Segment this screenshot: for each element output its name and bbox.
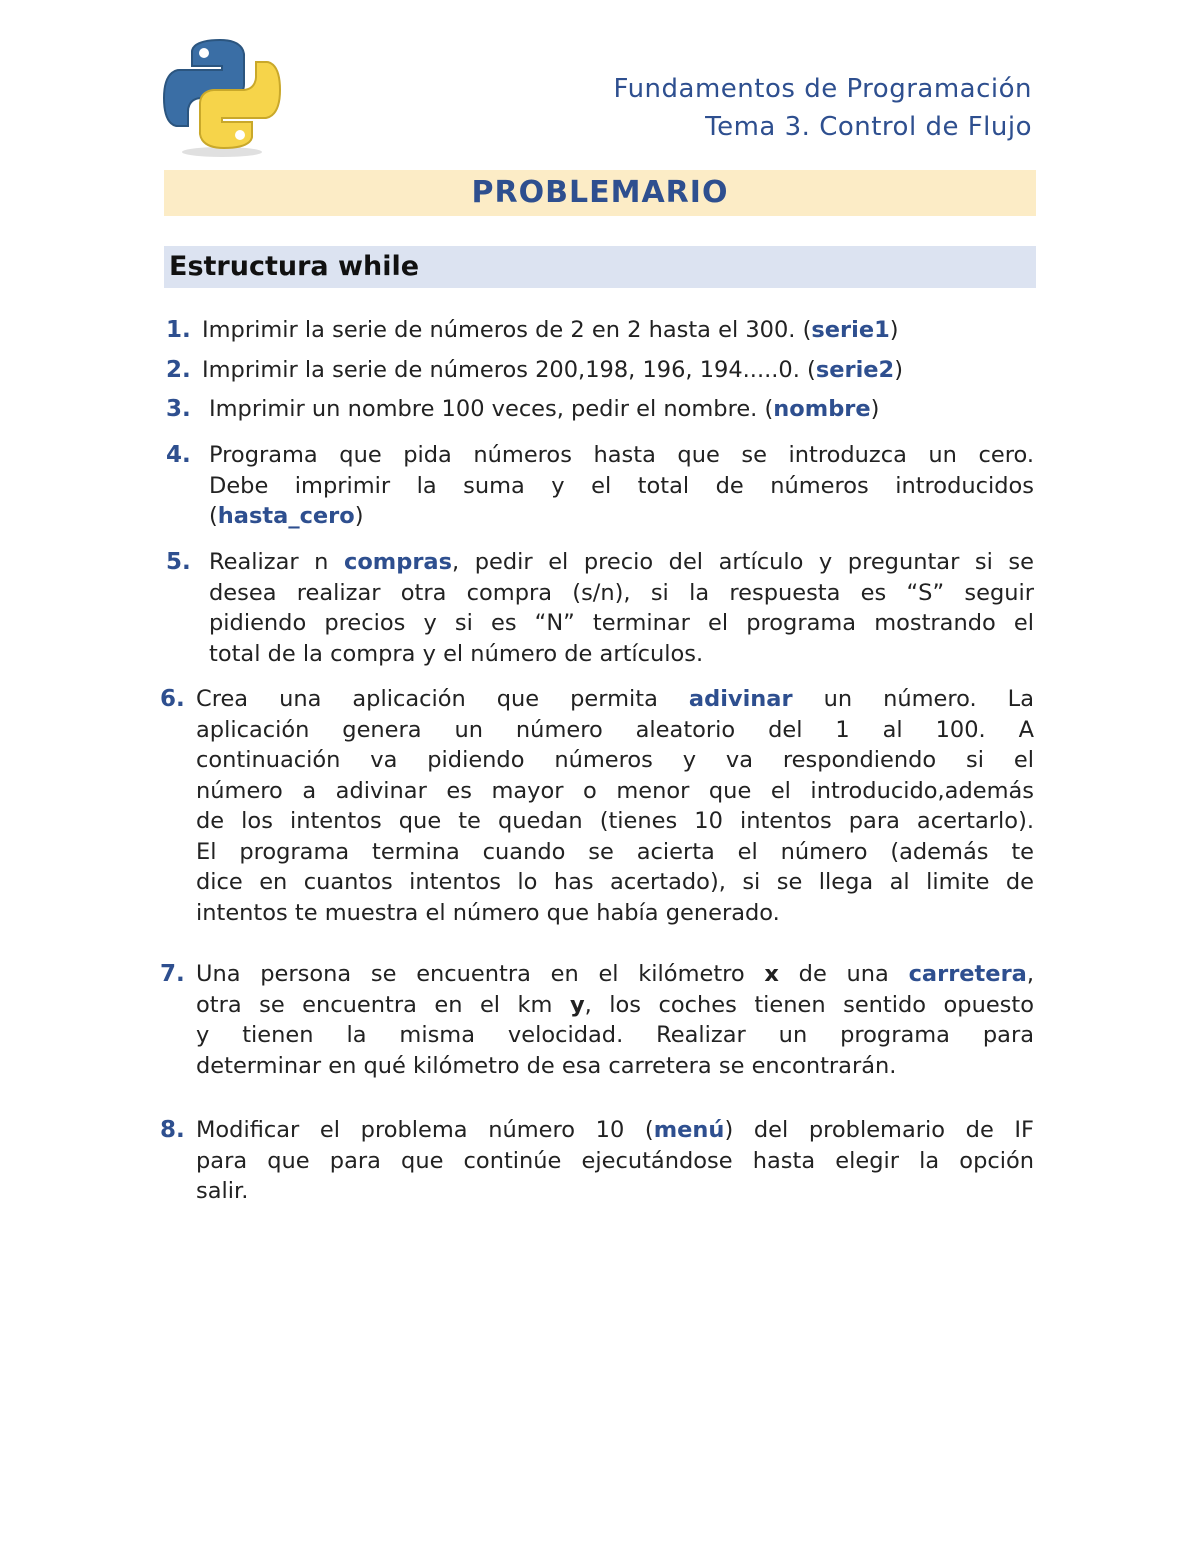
- variable-x: x: [764, 961, 779, 987]
- problem-line: pidiendo precios y si es “N” terminar el programa mostrando el: [209, 610, 1034, 636]
- course-title: Fundamentos de Programación: [613, 74, 1032, 104]
- section-title: Estructura while: [169, 251, 420, 282]
- problem-text: de una: [778, 961, 909, 987]
- document-header: [614, 70, 1032, 146]
- program-name: serie2: [815, 357, 895, 383]
- problem-line: de los intentos que te quedan (tienes 10 intentos para acertarlo).: [196, 808, 1034, 834]
- problem-text: Una persona se encuentra en el kilómetro: [196, 961, 765, 987]
- section-banner: [164, 246, 1036, 288]
- problem-number: 2.: [166, 357, 191, 383]
- topic-title: Tema 3. Control de Flujo: [705, 112, 1032, 142]
- python-logo-icon: [160, 36, 284, 160]
- problem-text: un número. La: [792, 686, 1034, 712]
- problem-text: , los coches tienen sentido opuesto: [584, 991, 1034, 1018]
- program-name: menú: [653, 1117, 725, 1143]
- problem-line: y tienen la misma velocidad. Realizar un programa para: [196, 1022, 1034, 1048]
- title-banner: [164, 170, 1036, 216]
- problem-number: 4.: [166, 442, 191, 468]
- problem-line: determinar en qué kilómetro de esa carretera se encontrarán.: [196, 1052, 897, 1079]
- problem-line: El programa termina cuando se acierta el número (además te: [196, 838, 1034, 865]
- problem-number: 1.: [166, 317, 191, 343]
- problem-text-end: ): [889, 317, 899, 343]
- problem-text: Imprimir la serie de números de 2 en 2 hasta el 300. (: [202, 317, 812, 343]
- problem-line: continuación va pidiendo números y va respondiendo si el: [196, 747, 1034, 773]
- page-title: PROBLEMARIO: [471, 175, 729, 210]
- problem-text: (: [209, 503, 218, 529]
- problem-line: intentos te muestra el número que había generado.: [196, 899, 780, 926]
- problem-line: desea realizar otra compra (s/n), si la respuesta es “S” seguir: [209, 579, 1034, 606]
- problem-line: total de la compra y el número de artículos.: [209, 640, 704, 667]
- problem-line: aplicación genera un número aleatorio del 1 al 100. A: [196, 716, 1034, 743]
- problem-line: Programa que pida números hasta que se introduzca un cero.: [209, 442, 1034, 468]
- problem-number: 8.: [160, 1117, 185, 1143]
- problem-text: ,: [1026, 961, 1035, 987]
- problem-line: Debe imprimir la suma y el total de números introducidos: [209, 472, 1034, 499]
- problem-text: Realizar n: [209, 549, 344, 575]
- problem-text-end: ): [870, 396, 880, 422]
- problem-text: , pedir el precio del artículo y preguntar si se: [452, 549, 1034, 575]
- program-name: compras: [343, 549, 453, 575]
- program-name: nombre: [773, 396, 871, 422]
- program-name: hasta_cero: [217, 503, 355, 529]
- problem-line: dice en cuantos intentos lo has acertado), si se llega al limite de: [196, 869, 1034, 895]
- problem-text: ) del problemario de IF: [724, 1117, 1035, 1143]
- problem-number: 5.: [166, 549, 191, 575]
- program-name: adivinar: [688, 686, 793, 712]
- problem-text: Imprimir un nombre 100 veces, pedir el nombre. (: [209, 396, 774, 422]
- problem-text-end: ): [894, 357, 903, 383]
- problem-text: Crea una aplicación que permita: [196, 686, 689, 712]
- problem-text: otra se encuentra en el km: [196, 991, 570, 1018]
- problem-number: 3.: [166, 396, 191, 422]
- program-name: serie1: [811, 317, 890, 343]
- problem-text-end: ): [354, 503, 364, 529]
- problem-line: salir.: [196, 1178, 249, 1204]
- problem-text: Imprimir la serie de números 200,198, 196, 194.....0. (: [202, 357, 816, 383]
- problem-number: 6.: [160, 686, 185, 712]
- problem-line: número a adivinar es mayor o menor que el introducido,además: [196, 777, 1034, 804]
- variable-y: y: [569, 991, 585, 1018]
- problem-text: Modificar el problema número 10 (: [196, 1117, 654, 1143]
- program-name: carretera: [908, 961, 1027, 987]
- problem-line: para que para que continúe ejecutándose hasta elegir la opción: [196, 1147, 1034, 1174]
- problem-number: 7.: [160, 961, 185, 987]
